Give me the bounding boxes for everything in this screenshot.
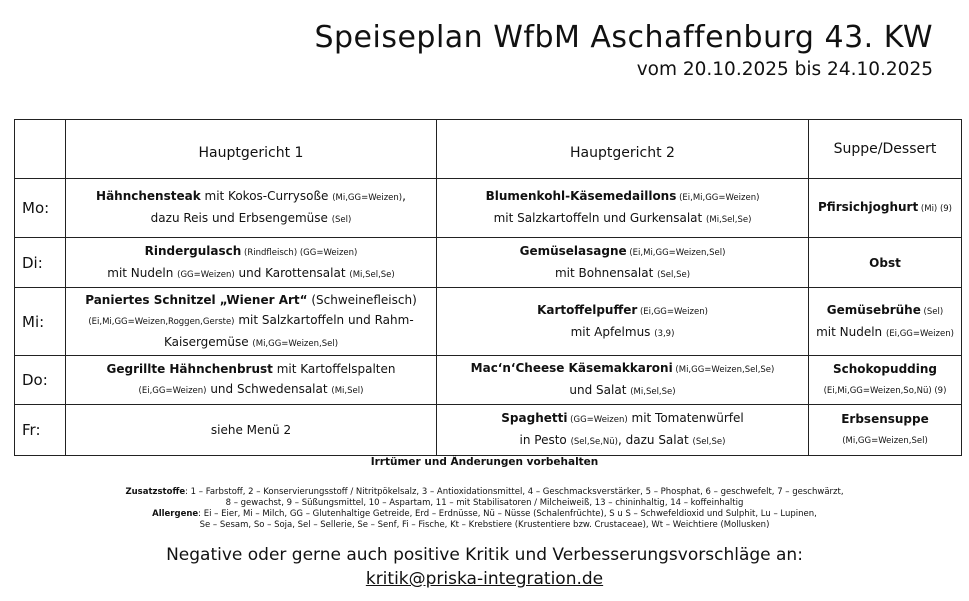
dish-name: Spaghetti	[501, 411, 568, 425]
header-soup-dessert: Suppe/Dessert	[809, 120, 962, 179]
table-row-tuesday	[15, 238, 962, 288]
date-range: vom 20.10.2025 bis 24.10.2025	[636, 59, 933, 80]
allergen-note: (Mi,Sel,Se)	[706, 215, 752, 225]
allergen-note: (Ei,Mi,GG=Weizen,So,Nü) (9)	[823, 386, 947, 396]
allergens-line-1: Allergene: Ei – Eier, Mi – Milch, GG – Glutenhaltige Getreide, Erd – Erdnüsse, Nü – Nüsse (Schalenfrüchte), S u S – Schwefeldioxid und Sulphit, Lu – Lupinen,	[152, 509, 817, 519]
page-title: Speiseplan WfbM Aschaffenburg 43. KW	[314, 20, 933, 55]
dish-name: Mac‘n‘Cheese Käsemakkaroni	[470, 361, 673, 375]
feedback-email-link[interactable]: kritik@priska-integration.de	[365, 569, 604, 589]
day-label: Mi:	[15, 288, 66, 356]
thursday-main-2: Mac‘n‘Cheese Käsemakkaroni (Mi,GG=Weizen,Sel,Se) und Salat (Mi,Sel,Se)	[437, 356, 809, 405]
dish-name: Blumenkohl-Käsemedaillons	[485, 189, 677, 203]
dish-name: Pfirsichjoghurt	[818, 200, 919, 214]
dish-name: Gemüsebrühe	[826, 302, 921, 317]
dish-name: Obst	[869, 255, 901, 270]
day-label: Fr:	[15, 405, 66, 456]
allergen-note: (Mi,Sel,Se)	[349, 269, 395, 280]
disclaimer: Irrtümer und Änderungen vorbehalten	[370, 456, 599, 468]
table-row-wednesday	[15, 288, 962, 356]
header-row	[15, 120, 962, 179]
allergen-note: (GG=Weizen)	[299, 247, 358, 258]
allergen-note: (Sel,Se,Nü)	[570, 437, 618, 447]
additives-line-2: 8 – gewachst, 9 – Süßungsmittel, 10 – Aspartam, 11 – mit Stabilisatoren / Milcheiweiß, 13 – chininhaltig, 14 – koffeinhaltig	[225, 498, 744, 508]
wednesday-main-2: Kartoffelpuffer (Ei,GG=Weizen) mit Apfelmus (3,9)	[437, 288, 809, 356]
dish-name: Schokopudding	[832, 362, 937, 376]
allergen-note: (GG=Weizen)	[177, 269, 235, 280]
header-main-1: Hauptgericht 1	[66, 120, 437, 179]
allergen-note: (Ei,Mi,GG=Weizen,Roggen,Gerste)	[88, 316, 235, 327]
allergen-note: (GG=Weizen)	[567, 415, 628, 425]
allergen-note: (Sel,Se)	[657, 269, 691, 280]
monday-soup-dessert	[809, 179, 962, 238]
allergen-note: (Sel)	[920, 306, 944, 317]
allergen-note: (Ei,GG=Weizen)	[637, 306, 708, 317]
allergen-note: (Mi) (9)	[918, 204, 952, 214]
allergen-note: (Mi,GG=Weizen,Sel)	[252, 338, 339, 349]
allergen-note: (Mi,GG=Weizen,Sel)	[842, 436, 928, 446]
dish-name: Erbsensuppe	[841, 412, 929, 426]
allergen-note: (Mi,Sel,Se)	[630, 387, 676, 397]
allergen-note: (Mi,GG=Weizen)	[332, 193, 403, 203]
allergen-note: (Sel,Se)	[692, 437, 726, 447]
friday-main-2: Spaghetti (GG=Weizen) mit Tomatenwürfel in Pesto (Sel,Se,Nü), dazu Salat (Sel,Se)	[437, 405, 809, 456]
thursday-soup-dessert	[809, 356, 962, 405]
dish-name: Gemüselasagne	[519, 243, 627, 258]
legend	[0, 487, 969, 531]
allergen-note: (Ei,GG=Weizen)	[885, 328, 954, 339]
table-row-thursday	[15, 356, 962, 405]
allergens-line-2: Se – Sesam, So – Soja, Sel – Sellerie, Se – Senf, Fi – Fische, Kt – Krebstiere (Krustentiere bzw. Crustaceae), Wt – Weichtiere (Mollusken)	[199, 520, 770, 530]
day-label: Di:	[15, 238, 66, 288]
feedback-text: Negative oder gerne auch positive Kritik und Verbesserungsvorschläge an:	[166, 545, 803, 565]
allergen-note: (Ei,Mi,GG=Weizen,Sel)	[626, 247, 726, 258]
allergen-note: (Mi,GG=Weizen,Sel,Se)	[672, 365, 775, 375]
tuesday-main-2: Gemüselasagne (Ei,Mi,GG=Weizen,Sel) mit Bohnensalat (Sel,Se)	[437, 238, 809, 288]
tuesday-main-1: Rindergulasch (Rindfleisch) (GG=Weizen) mit Nudeln (GG=Weizen) und Karottensalat (Mi,Sel,Se)	[66, 238, 437, 288]
feedback-section	[0, 543, 969, 591]
dish-name: Paniertes Schnitzel „Wiener Art“	[85, 292, 308, 307]
dish-name: Kartoffelpuffer	[537, 302, 638, 317]
allergen-note: (Sel)	[331, 215, 352, 225]
table-row-monday	[15, 179, 962, 238]
allergen-note: (3,9)	[654, 328, 675, 339]
allergen-note: (Ei,GG=Weizen)	[138, 386, 207, 396]
day-label: Mo:	[15, 179, 66, 238]
header-main-2: Hauptgericht 2	[437, 120, 809, 179]
wednesday-soup-dessert: Gemüsebrühe (Sel) mit Nudeln (Ei,GG=Weizen)	[809, 288, 962, 356]
allergen-note: (Ei,Mi,GG=Weizen)	[676, 193, 760, 203]
table-row-friday	[15, 405, 962, 456]
monday-main-1: Hähnchensteak mit Kokos-Currysoße (Mi,GG=Weizen), dazu Reis und Erbsengemüse (Sel)	[66, 179, 437, 238]
additives-line-1: Zusatzstoffe: 1 – Farbstoff, 2 – Konservierungsstoff / Nitritpökelsalz, 3 – Antioxidationsmittel, 4 – Geschmacksverstärker, 5 – Phosphat, 6 – geschwefelt, 7 – geschwärzt,	[125, 487, 844, 497]
tuesday-soup-dessert	[809, 238, 962, 288]
friday-soup-dessert	[809, 405, 962, 456]
dish-name: Rindergulasch	[144, 243, 242, 258]
allergen-note: (Mi,Sel)	[331, 386, 364, 396]
wednesday-main-1: Paniertes Schnitzel „Wiener Art“ (Schweinefleisch) (Ei,Mi,GG=Weizen,Roggen,Gerste) mit Salzkartoffeln und Rahm- Kaisergemüse (Mi,GG=Weizen,Sel)	[66, 288, 437, 356]
dish-name: Hähnchensteak	[96, 189, 201, 203]
menu-table	[14, 119, 962, 456]
corner-cell	[15, 120, 66, 179]
friday-main-1: siehe Menü 2	[66, 405, 437, 456]
monday-main-2: Blumenkohl-Käsemedaillons (Ei,Mi,GG=Weizen) mit Salzkartoffeln und Gurkensalat (Mi,Sel,Se)	[437, 179, 809, 238]
thursday-main-1: Gegrillte Hähnchenbrust mit Kartoffelspalten (Ei,GG=Weizen) und Schwedensalat (Mi,Sel)	[66, 356, 437, 405]
page-header	[314, 18, 933, 82]
dish-name: Gegrillte Hähnchenbrust	[106, 362, 273, 376]
day-label: Do:	[15, 356, 66, 405]
